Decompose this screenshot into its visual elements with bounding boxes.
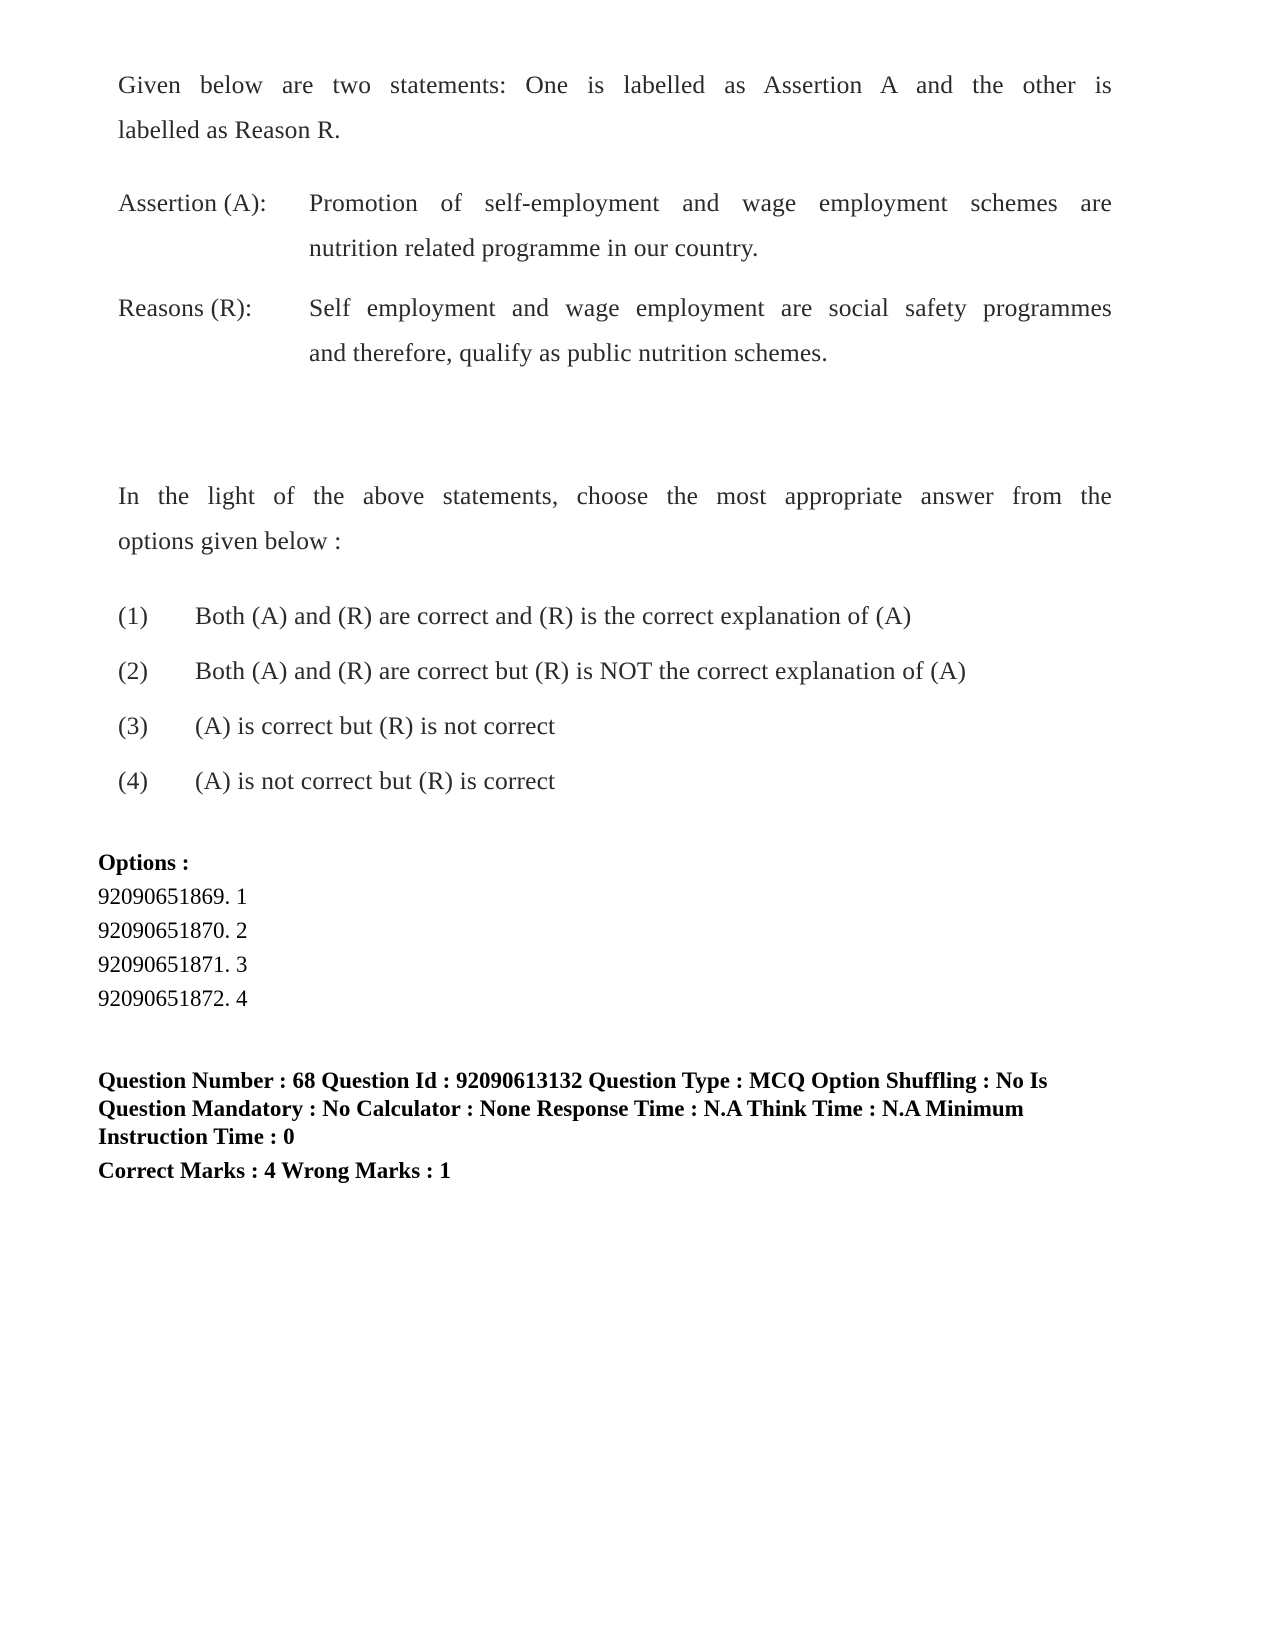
choice-text: (A) is not correct but (R) is correct [195, 766, 556, 795]
assertion-label: Assertion (A): [118, 188, 267, 217]
option-item: 92090651872. 4 [98, 986, 248, 1011]
assertion-line-2: nutrition related programme in our country. [309, 233, 759, 262]
question-meta-line-2: Question Mandatory : No Calculator : None Response Time : N.A Think Time : N.A Minimum [98, 1096, 1024, 1121]
instruction-line-2: options given below : [118, 526, 342, 555]
choice-number: (3) [118, 711, 149, 740]
options-heading: Options : [98, 850, 190, 875]
intro-line-1: Given below are two statements: One is labelled as Assertion A and the other is [118, 70, 1112, 99]
marks-line: Correct Marks : 4 Wrong Marks : 1 [98, 1158, 451, 1183]
choice-text: Both (A) and (R) are correct and (R) is the correct explanation of (A) [195, 601, 912, 630]
option-item: 92090651870. 2 [98, 918, 248, 943]
reason-line-1: Self employment and wage employment are social safety programmes [309, 293, 1112, 322]
choice-number: (2) [118, 656, 149, 685]
question-meta-line-1: Question Number : 68 Question Id : 92090613132 Question Type : MCQ Option Shuffling : No Is [98, 1068, 1048, 1093]
option-item: 92090651871. 3 [98, 952, 248, 977]
intro-line-2: labelled as Reason R. [118, 115, 341, 144]
question-meta-line-3: Instruction Time : 0 [98, 1124, 295, 1149]
choice-number: (1) [118, 601, 149, 630]
assertion-line-1: Promotion of self-employment and wage employment schemes are [309, 188, 1112, 217]
choice-text: Both (A) and (R) are correct but (R) is NOT the correct explanation of (A) [195, 656, 967, 685]
reason-label: Reasons (R): [118, 293, 253, 322]
reason-line-2: and therefore, qualify as public nutrition schemes. [309, 338, 828, 367]
choice-text: (A) is correct but (R) is not correct [195, 711, 556, 740]
question-image [0, 0, 1275, 820]
instruction-line-1: In the light of the above statements, choose the most appropriate answer from the [118, 481, 1112, 510]
option-item: 92090651869. 1 [98, 884, 248, 909]
choice-number: (4) [118, 766, 149, 795]
